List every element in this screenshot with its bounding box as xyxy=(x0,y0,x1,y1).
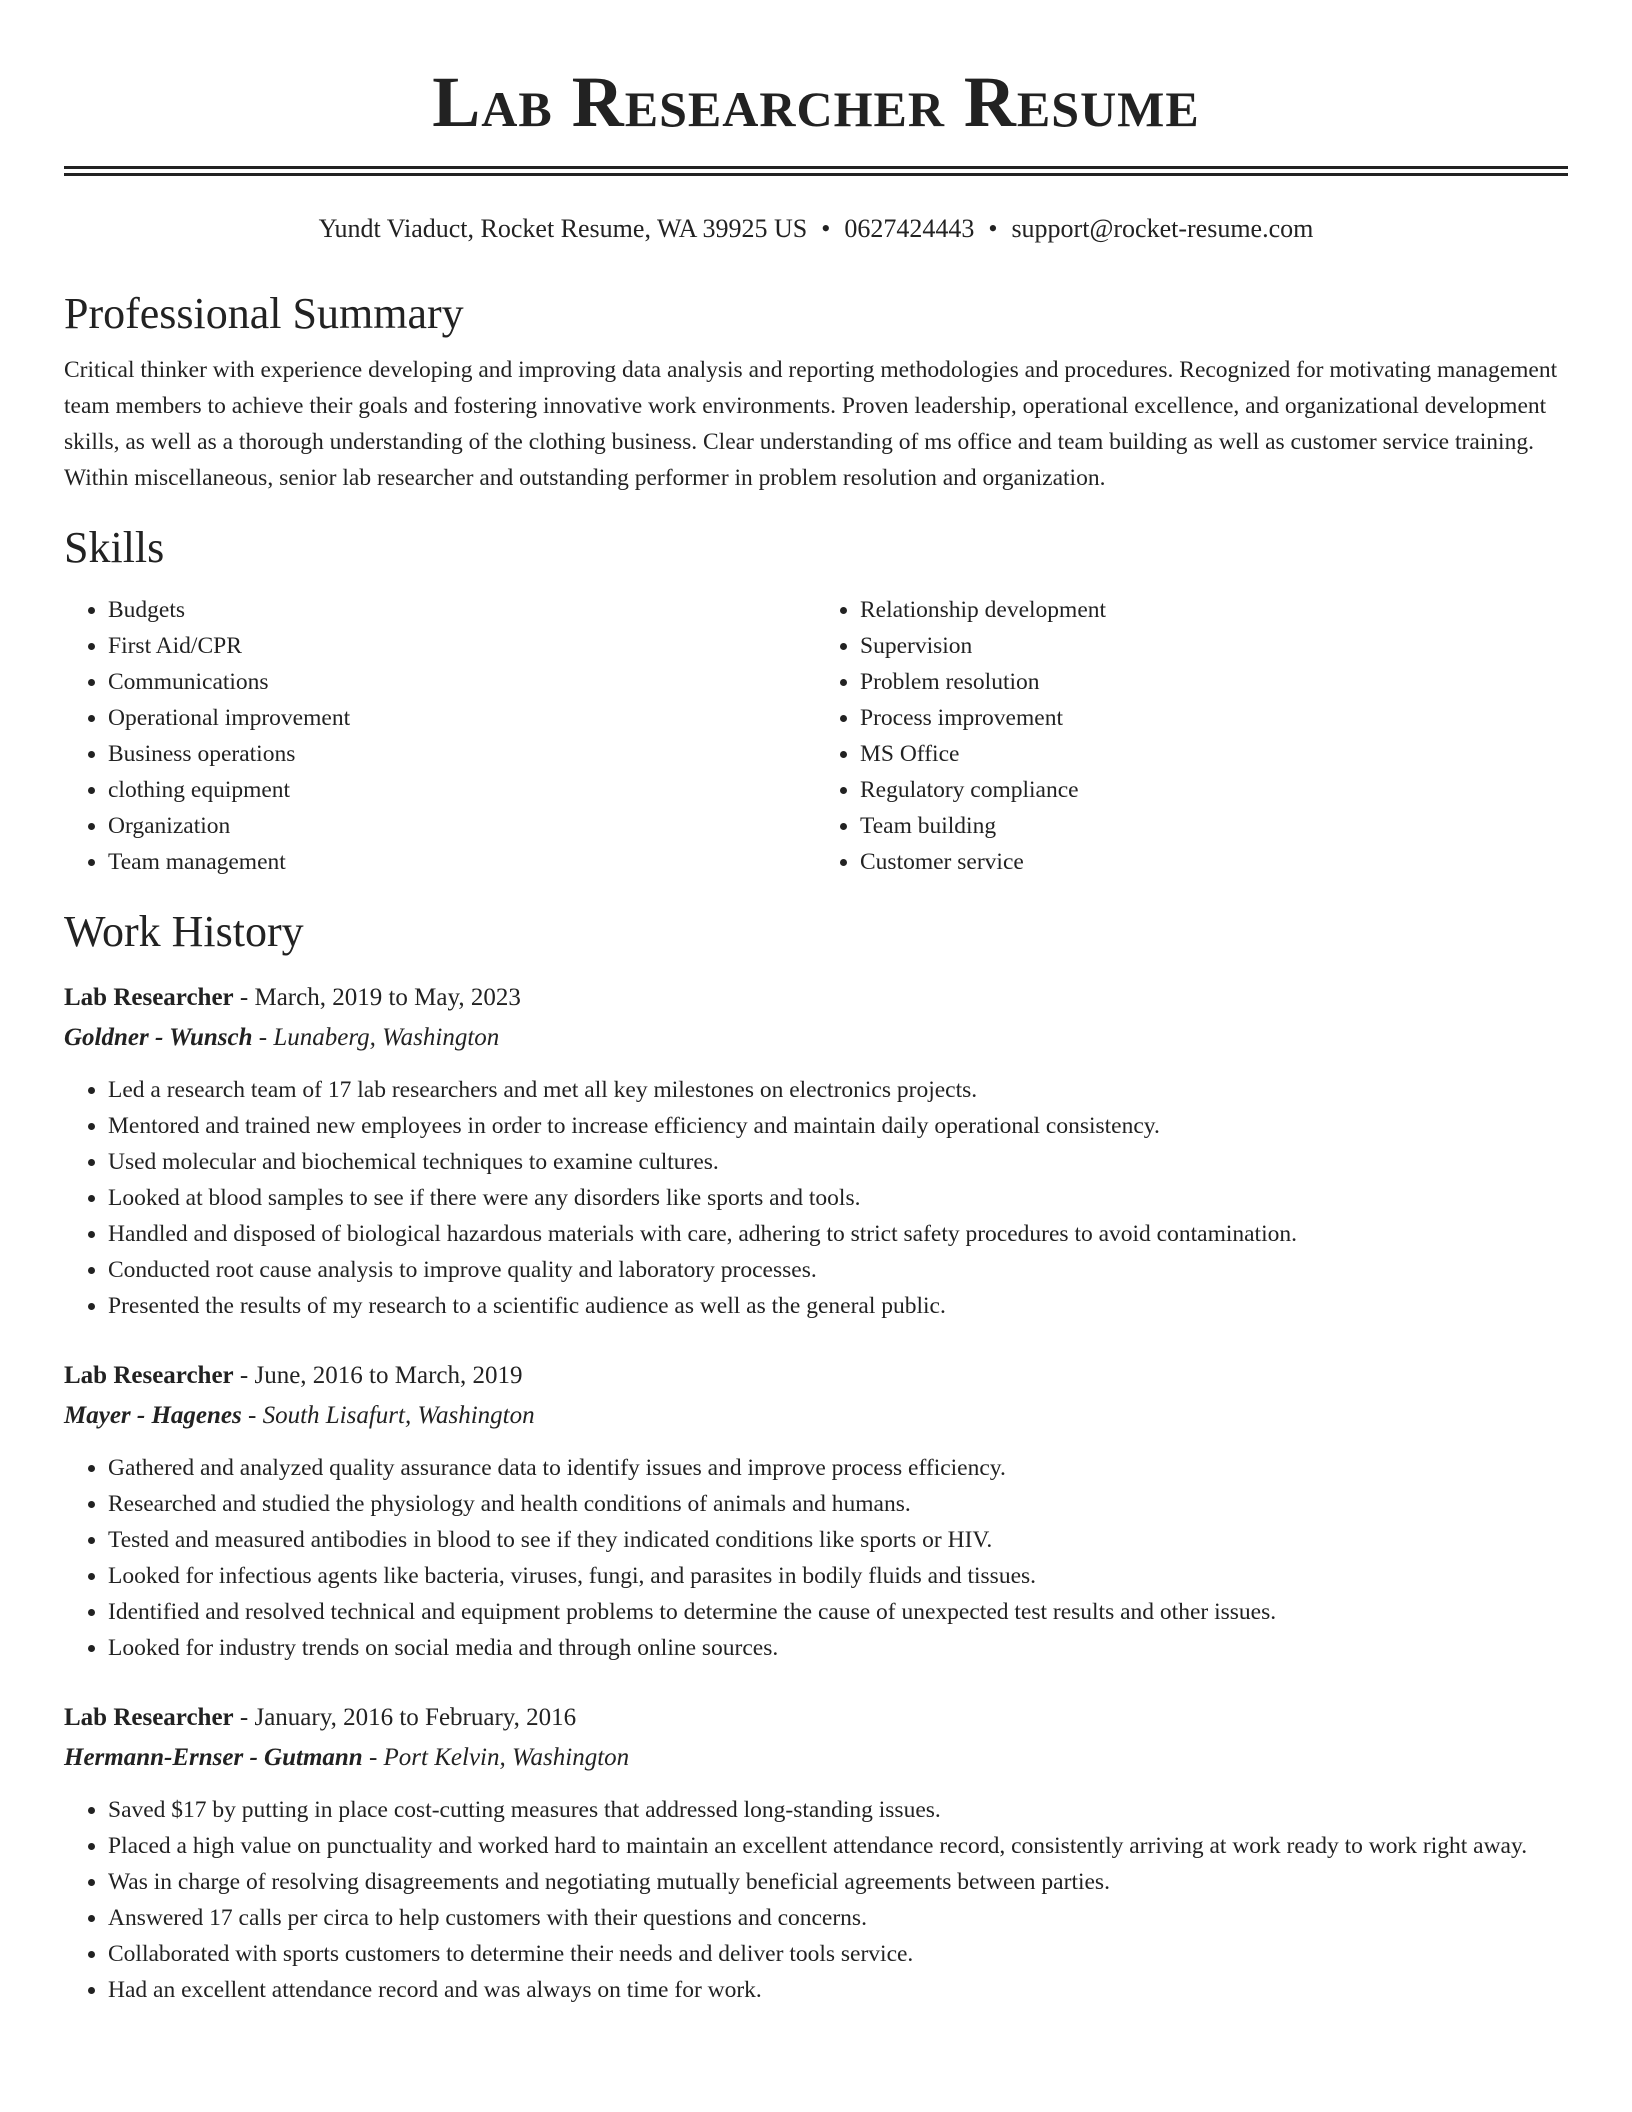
company-name: Goldner - Wunsch xyxy=(64,1024,253,1051)
skill-item: • clothing equipment xyxy=(108,772,816,808)
job-bullet: • Handled and disposed of biological hazardous materials with care, adhering to strict safety procedures to avoid contamination. xyxy=(108,1216,1568,1252)
contact-separator: • xyxy=(988,214,998,243)
job-entry xyxy=(64,1356,1568,1666)
company-location: - Port Kelvin, Washington xyxy=(362,1744,630,1771)
contact-email: support@rocket-resume.com xyxy=(1011,214,1314,243)
job-bullet: • Researched and studied the physiology and health conditions of animals and humans. xyxy=(108,1486,1568,1522)
job-bullet: • Mentored and trained new employees in order to increase efficiency and maintain daily operational consistency. xyxy=(108,1108,1568,1144)
summary-text: Critical thinker with experience developing and improving data analysis and reporting methodologies and procedures. Recognized for motivating management team members to achieve their goals and fostering innovative work environments. Proven leadership, operational excellence, and organizational development skills, as well as a thorough understanding of the clothing business. Clear understanding of ms office and team building as well as customer service training. Within miscellaneous, senior lab researcher and outstanding performer in problem resolution and organization. xyxy=(64,357,1558,491)
job-bullet: • Looked for infectious agents like bacteria, viruses, fungi, and parasites in bodily fluids and tissues. xyxy=(108,1558,1568,1594)
job-bullet: • Conducted root cause analysis to improve quality and laboratory processes. xyxy=(108,1252,1568,1288)
contact-address: Yundt Viaduct, Rocket Resume, WA 39925 US xyxy=(318,214,808,243)
job-bullet: • Collaborated with sports customers to determine their needs and deliver tools service. xyxy=(108,1936,1568,1972)
job-title: Lab Researcher xyxy=(64,1704,234,1731)
skills-heading: Skills xyxy=(64,523,165,572)
work-history-heading: Work History xyxy=(64,907,304,956)
job-bullet: • Presented the results of my research to a scientific audience as well as the general public. xyxy=(108,1288,1568,1324)
company-line xyxy=(64,1018,1568,1058)
skill-item: • Operational improvement xyxy=(108,700,816,736)
skill-item: • Budgets xyxy=(108,592,816,628)
job-bullet: • Was in charge of resolving disagreements and negotiating mutually beneficial agreements between parties. xyxy=(108,1864,1568,1900)
skills-section xyxy=(64,522,1568,880)
company-location: - Lunaberg, Washington xyxy=(252,1024,500,1051)
skills-right-list xyxy=(816,592,1568,880)
skills-left-list xyxy=(64,592,816,880)
skill-item: • Communications xyxy=(108,664,816,700)
company-name: Mayer - Hagenes xyxy=(64,1402,242,1429)
skill-item: • Problem resolution xyxy=(860,664,1568,700)
job-title: Lab Researcher xyxy=(64,1362,234,1389)
company-line xyxy=(64,1396,1568,1436)
company-location: - South Lisafurt, Washington xyxy=(241,1402,535,1429)
job-title-line xyxy=(64,1356,1568,1396)
skill-item: • First Aid/CPR xyxy=(108,628,816,664)
skill-item: • Team management xyxy=(108,844,816,880)
job-bullet: • Had an excellent attendance record and was always on time for work. xyxy=(108,1972,1568,2008)
job-bullet: • Used molecular and biochemical techniques to examine cultures. xyxy=(108,1144,1568,1180)
job-bullet: • Looked for industry trends on social media and through online sources. xyxy=(108,1630,1568,1666)
job-title: Lab Researcher xyxy=(64,984,234,1011)
job-bullet: • Identified and resolved technical and equipment problems to determine the cause of unexpected test results and other issues. xyxy=(108,1594,1568,1630)
work-history-section xyxy=(64,906,1568,2008)
job-title-line xyxy=(64,1698,1568,1738)
skills-columns xyxy=(64,592,1568,880)
job-dates: - January, 2016 to February, 2016 xyxy=(233,1704,577,1731)
skill-item: • Team building xyxy=(860,808,1568,844)
summary-heading: Professional Summary xyxy=(64,289,464,338)
job-bullet: • Tested and measured antibodies in blood to see if they indicated conditions like sports or HIV. xyxy=(108,1522,1568,1558)
skill-item: • Supervision xyxy=(860,628,1568,664)
skill-item: • Relationship development xyxy=(860,592,1568,628)
skill-item: • MS Office xyxy=(860,736,1568,772)
job-bullets xyxy=(64,1792,1568,2008)
skill-item: • Customer service xyxy=(860,844,1568,880)
company-name: Hermann-Ernser - Gutmann xyxy=(64,1744,363,1771)
job-entry xyxy=(64,1698,1568,2008)
job-entry xyxy=(64,978,1568,1324)
skill-item: • Organization xyxy=(108,808,816,844)
title-double-rule xyxy=(64,166,1568,176)
skill-item: • Business operations xyxy=(108,736,816,772)
summary-section xyxy=(64,288,1568,496)
jobs-list xyxy=(64,978,1568,2008)
job-bullets xyxy=(64,1450,1568,1666)
job-bullet: • Led a research team of 17 lab researchers and met all key milestones on electronics projects. xyxy=(108,1072,1568,1108)
job-bullet: • Gathered and analyzed quality assurance data to identify issues and improve process efficiency. xyxy=(108,1450,1568,1486)
skills-right-column xyxy=(816,592,1568,880)
contact-line xyxy=(64,212,1568,246)
job-bullets xyxy=(64,1072,1568,1324)
company-line xyxy=(64,1738,1568,1778)
job-dates: - March, 2019 to May, 2023 xyxy=(233,984,521,1011)
job-bullet: • Answered 17 calls per circa to help customers with their questions and concerns. xyxy=(108,1900,1568,1936)
skill-item: • Regulatory compliance xyxy=(860,772,1568,808)
skill-item: • Process improvement xyxy=(860,700,1568,736)
skills-left-column xyxy=(64,592,816,880)
job-dates: - June, 2016 to March, 2019 xyxy=(233,1362,523,1389)
resume-title: Lab Researcher Resume xyxy=(432,62,1200,142)
job-bullet: • Looked at blood samples to see if there were any disorders like sports and tools. xyxy=(108,1180,1568,1216)
job-bullet: • Saved $17 by putting in place cost-cutting measures that addressed long-standing issues. xyxy=(108,1792,1568,1828)
job-title-line xyxy=(64,978,1568,1018)
job-bullet: • Placed a high value on punctuality and worked hard to maintain an excellent attendance record, consistently arriving at work ready to work right away. xyxy=(108,1828,1568,1864)
contact-separator: • xyxy=(821,214,831,243)
contact-phone: 0627424443 xyxy=(844,214,975,243)
